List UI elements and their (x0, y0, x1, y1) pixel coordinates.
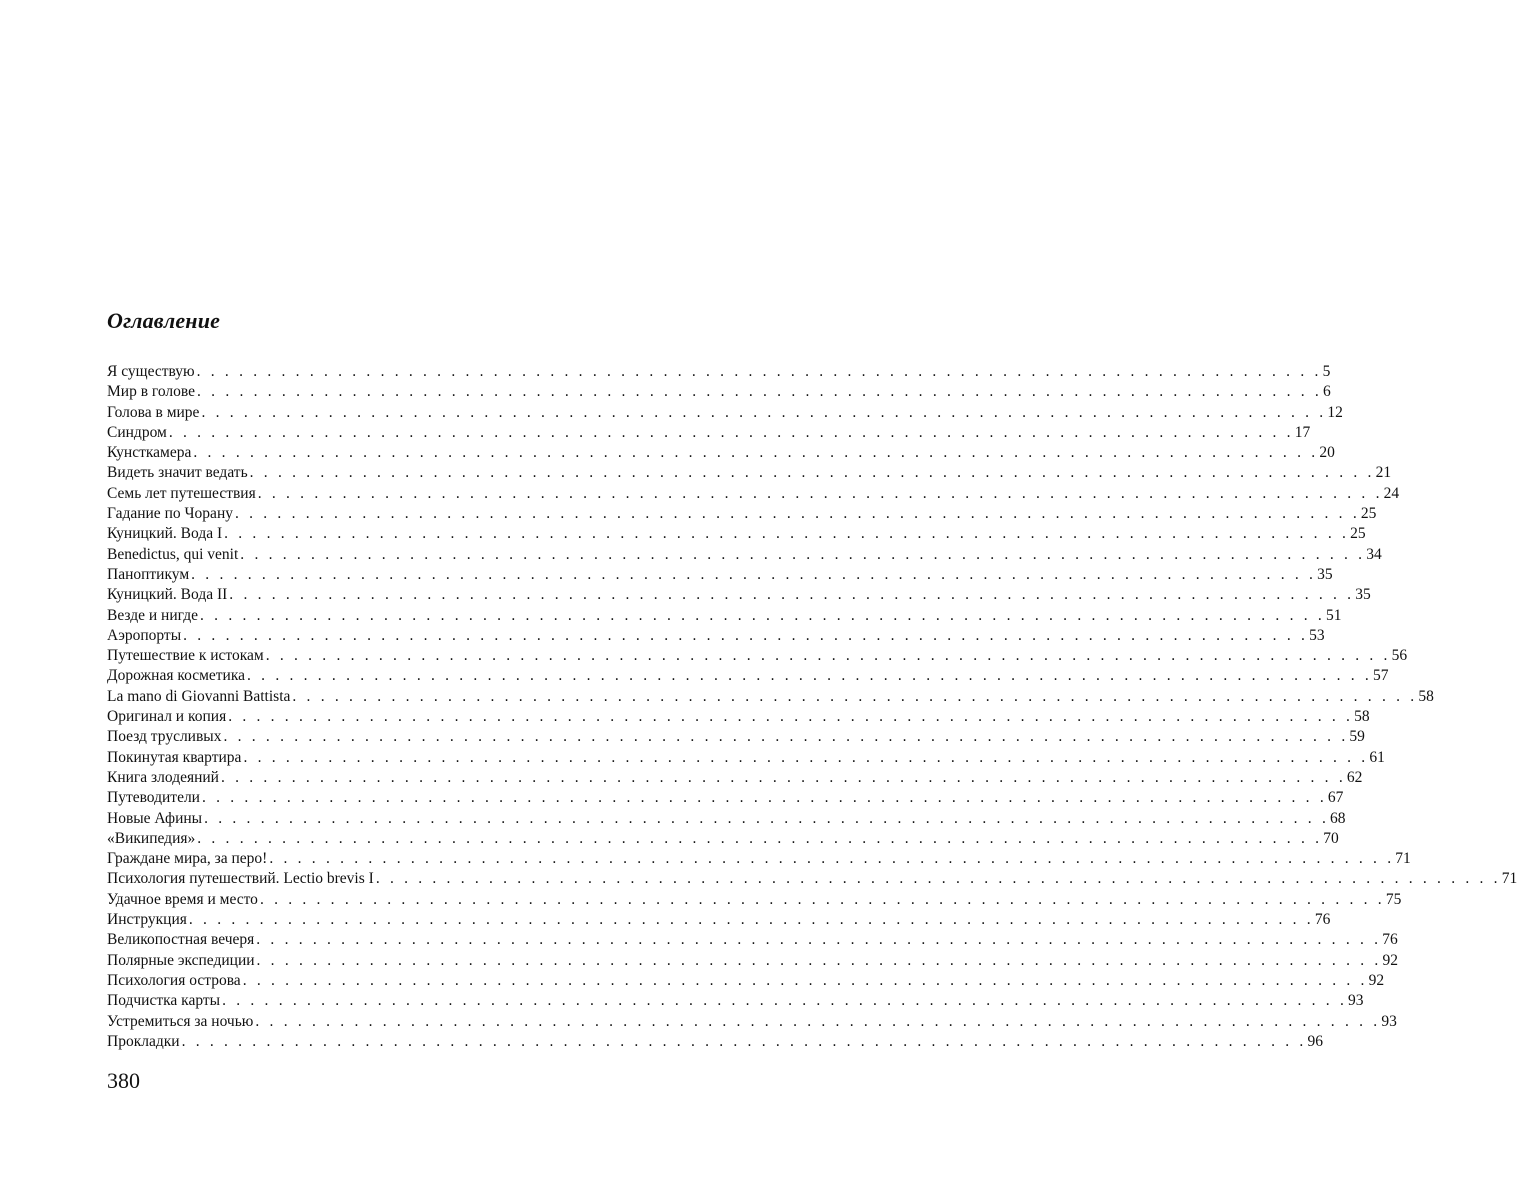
toc-entry (107, 403, 1343, 423)
toc-entry-page: 51 (1325, 606, 1342, 624)
dot-leader: . . . . . . . . . . . . . . . . . . . . . . . . . . . . . . . . . . . . . . . . . . . . . . . . . . . . . . . . . . . . . . . . . . . . . . . . . . . . . . . . (269, 850, 1395, 868)
toc-entry-title: Полярные экспедиции (107, 951, 255, 969)
toc-entry-page: 59 (1349, 728, 1365, 746)
toc-entry-title: Гадание по Чорану (107, 505, 233, 523)
toc-entry (107, 890, 1402, 910)
toc-entry (107, 1012, 1397, 1032)
toc-entry-page: 35 (1317, 565, 1333, 583)
toc-entry-title: Паноптикум (107, 565, 190, 583)
toc-entry (107, 423, 1311, 443)
toc-entry-title: Куницкий. Вода I (107, 525, 223, 543)
dot-leader: . . . . . . . . . . . . . . . . . . . . . . . . . . . . . . . . . . . . . . . . . . . . . . . . . . . . . . . . . . . . . . . . . . . . . . . . . . . . . . . . (243, 748, 1369, 766)
dot-leader: . . . . . . . . . . . . . . . . . . . . . . . . . . . . . . . . . . . . . . . . . . . . . . . . . . . . . . . . . . . . . . . . . . . . . . . . . . . . . . . . (259, 890, 1385, 908)
dot-leader: . . . . . . . . . . . . . . . . . . . . . . . . . . . . . . . . . . . . . . . . . . . . . . . . . . . . . . . . . . . . . . . . . . . . . . . . . . . . . . . . (183, 626, 1309, 644)
toc-entry-title: Голова в мире (107, 403, 200, 421)
dot-leader: . . . . . . . . . . . . . . . . . . . . . . . . . . . . . . . . . . . . . . . . . . . . . . . . . . . . . . . . . . . . . . . . . . . . . . . . . . . . . . . . (201, 789, 1327, 807)
toc-entry-title: Новые Афины (107, 809, 203, 827)
toc-entry-page: 5 (1322, 363, 1331, 380)
toc-entry (107, 545, 1382, 565)
toc-entry-title: Путешествие к истокам (107, 647, 264, 665)
toc-entry-title: Видеть значит ведать (107, 464, 248, 482)
dot-leader: . . . . . . . . . . . . . . . . . . . . . . . . . . . . . . . . . . . . . . . . . . . . . . . . . . . . . . . . . . . . . . . . . . . . . . . . . . . . . . . . (197, 383, 1322, 401)
toc-entry (107, 727, 1365, 747)
toc-entry-title: Книга злодеяний (107, 768, 219, 786)
dot-leader: . . . . . . . . . . . . . . . . . . . . . . . . . . . . . . . . . . . . . . . . . . . . . . . . . . . . . . . . . . . . . . . . . . . . . . . . . . . . . . . . (222, 992, 1348, 1010)
dot-leader: . . . . . . . . . . . . . . . . . . . . . . . . . . . . . . . . . . . . . . . . . . . . . . . . . . . . . . . . . . . . . . . . . . . . . . . . . . . . . . . . (223, 728, 1349, 746)
toc-entry-title: Покинутая квартира (107, 748, 242, 766)
dot-leader: . . . . . . . . . . . . . . . . . . . . . . . . . . . . . . . . . . . . . . . . . . . . . . . . . . . . . . . . . . . . . . . . . . . . . . . . . . . . . . . . (196, 363, 1322, 380)
toc-entry-page: 25 (1360, 505, 1377, 523)
toc-entry-title: «Википедия» (107, 829, 196, 847)
dot-leader: . . . . . . . . . . . . . . . . . . . . . . . . . . . . . . . . . . . . . . . . . . . . . . . . . . . . . . . . . . . . . . . . . . . . . . . . . . . . . . . . (200, 606, 1325, 624)
toc-entry (107, 748, 1385, 768)
dot-leader: . . . . . . . . . . . . . . . . . . . . . . . . . . . . . . . . . . . . . . . . . . . . . . . . . . . . . . . . . . . . . . . . . . . . . . . . . . . . . . . . (204, 809, 1330, 827)
toc-entry-page: 56 (1391, 647, 1408, 665)
toc-entry-title: Аэропорты (107, 626, 182, 644)
dot-leader: . . . . . . . . . . . . . . . . . . . . . . . . . . . . . . . . . . . . . . . . . . . . . . . . . . . . . . . . . . . . . . . . . . . . . . . . . . . . . . . . (228, 708, 1354, 726)
dot-leader: . . . . . . . . . . . . . . . . . . . . . . . . . . . . . . . . . . . . . . . . . . . . . . . . . . . . . . . . . . . . . . . . . . . . . . . . . . . . . . . . (220, 768, 1346, 786)
toc-entry-page: 71 (1501, 870, 1517, 888)
dot-leader: . . . . . . . . . . . . . . . . . . . . . . . . . . . . . . . . . . . . . . . . . . . . . . . . . . . . . . . . . . . . . . . . . . . . . . . . . . . . . . . . (168, 423, 1294, 441)
toc-entry (107, 869, 1517, 889)
toc-entry-page: 34 (1366, 545, 1382, 563)
dot-leader: . . . . . . . . . . . . . . . . . . . . . . . . . . . . . . . . . . . . . . . . . . . . . . . . . . . . . . . . . . . . . . . . . . . . . . . . . . . . . . . . (201, 403, 1327, 421)
toc-entry (107, 707, 1370, 727)
toc-entry (107, 463, 1392, 483)
toc-entry-page: 96 (1307, 1032, 1323, 1050)
toc-entry (107, 768, 1363, 788)
dot-leader: . . . . . . . . . . . . . . . . . . . . . . . . . . . . . . . . . . . . . . . . . . . . . . . . . . . . . . . . . . . . . . . . . . . . . . . . . . . . . . . . (188, 911, 1314, 929)
dot-leader: . . . . . . . . . . . . . . . . . . . . . . . . . . . . . . . . . . . . . . . . . . . . . . . . . . . . . . . . . . . . . . . . . . . . . . . . . . . . . . . . (224, 525, 1350, 543)
toc-entry-title: Оригинал и копия (107, 708, 227, 726)
toc-entry-page: 68 (1330, 809, 1346, 827)
toc-entry (107, 687, 1434, 707)
dot-leader: . . . . . . . . . . . . . . . . . . . . . . . . . . . . . . . . . . . . . . . . . . . . . . . . . . . . . . . . . . . . . . . . . . . . . . . . . . . . . . . . (292, 687, 1418, 705)
toc-entry-title: Путеводители (107, 789, 200, 807)
toc-entry-title: Психология острова (107, 971, 241, 989)
dot-leader: . . . . . . . . . . . . . . . . . . . . . . . . . . . . . . . . . . . . . . . . . . . . . . . . . . . . . . . . . . . . . . . . . . . . . . . . . . . . . . . . (247, 667, 1372, 685)
dot-leader: . . . . . . . . . . . . . . . . . . . . . . . . . . . . . . . . . . . . . . . . . . . . . . . . . . . . . . . . . . . . . . . . . . . . . . . . . . . . . . . . (375, 870, 1501, 888)
toc-entry-title: Психология путешествий. Lectio brevis I (107, 870, 374, 888)
toc-entry-title: Синдром (107, 423, 167, 441)
toc-entry-page: 12 (1327, 403, 1343, 421)
toc-entry-page: 25 (1350, 525, 1366, 543)
toc-entry-title: Подчистка карты (107, 992, 221, 1010)
toc-entry-page: 21 (1375, 464, 1392, 482)
toc-entry-title: Инструкция (107, 911, 187, 929)
dot-leader: . . . . . . . . . . . . . . . . . . . . . . . . . . . . . . . . . . . . . . . . . . . . . . . . . . . . . . . . . . . . . . . . . . . . . . . . . . . . . . . . (240, 545, 1366, 563)
toc-entry-title: Мир в голове (107, 383, 196, 401)
toc-entry-page: 62 (1346, 768, 1363, 786)
toc-entry (107, 626, 1325, 646)
dot-leader: . . . . . . . . . . . . . . . . . . . . . . . . . . . . . . . . . . . . . . . . . . . . . . . . . . . . . . . . . . . . . . . . . . . . . . . . . . . . . . . . (257, 484, 1383, 502)
page-number: 380 (107, 1068, 140, 1093)
toc-heading: Оглавление (107, 308, 221, 333)
toc-entry (107, 829, 1339, 849)
toc-entry-title: Я существую (107, 363, 195, 380)
toc-entry (107, 910, 1331, 930)
dot-leader: . . . . . . . . . . . . . . . . . . . . . . . . . . . . . . . . . . . . . . . . . . . . . . . . . . . . . . . . . . . . . . . . . . . . . . . . . . . . . . . . (191, 565, 1317, 583)
toc-entry-title: Поезд трусливых (107, 728, 222, 746)
toc-entry-title: La mano di Giovanni Battista (107, 687, 291, 705)
toc-entry-page: 70 (1323, 829, 1339, 847)
toc-entry-title: Удачное время и место (107, 890, 258, 908)
dot-leader: . . . . . . . . . . . . . . . . . . . . . . . . . . . . . . . . . . . . . . . . . . . . . . . . . . . . . . . . . . . . . . . . . . . . . . . . . . . . . . . . (229, 586, 1355, 604)
toc-entry-title: Дорожная косметика (107, 667, 246, 685)
toc-entry (107, 504, 1377, 524)
dot-leader: . . . . . . . . . . . . . . . . . . . . . . . . . . . . . . . . . . . . . . . . . . . . . . . . . . . . . . . . . . . . . . . . . . . . . . . . . . . . . . . . (242, 971, 1368, 989)
toc-entry (107, 1032, 1323, 1052)
toc-entry (107, 606, 1342, 626)
toc-entry (107, 362, 1331, 382)
toc-entry (107, 788, 1344, 808)
toc-entry-page: 76 (1382, 931, 1398, 949)
toc-entry-page: 35 (1355, 586, 1371, 604)
toc-entry-page: 93 (1381, 1012, 1397, 1030)
toc-entry (107, 971, 1385, 991)
toc-entry-page: 61 (1369, 748, 1385, 766)
toc-entry-page: 58 (1418, 687, 1434, 705)
toc-entry-page: 92 (1368, 971, 1385, 989)
dot-leader: . . . . . . . . . . . . . . . . . . . . . . . . . . . . . . . . . . . . . . . . . . . . . . . . . . . . . . . . . . . . . . . . . . . . . . . . . . . . . . . . (181, 1032, 1307, 1050)
toc-entry (107, 666, 1389, 686)
toc-entry-page: 57 (1372, 667, 1389, 685)
toc-entry-page: 67 (1327, 789, 1344, 807)
toc-entry (107, 443, 1335, 463)
toc-entry-page: 76 (1314, 911, 1331, 929)
dot-leader: . . . . . . . . . . . . . . . . . . . . . . . . . . . . . . . . . . . . . . . . . . . . . . . . . . . . . . . . . . . . . . . . . . . . . . . . . . . . . . . . (256, 931, 1382, 949)
toc-entry (107, 930, 1398, 950)
toc-entry-title: Кунсткамера (107, 444, 192, 462)
toc-entry-title: Benedictus, qui venit (107, 545, 239, 563)
toc-entry (107, 524, 1366, 544)
toc-entry-page: 17 (1294, 423, 1311, 441)
toc-entry-page: 53 (1309, 626, 1325, 644)
toc-entry-title: Устремиться за ночью (107, 1012, 254, 1030)
toc-entry-title: Прокладки (107, 1032, 180, 1050)
toc-entry-page: 92 (1382, 951, 1398, 969)
dot-leader: . . . . . . . . . . . . . . . . . . . . . . . . . . . . . . . . . . . . . . . . . . . . . . . . . . . . . . . . . . . . . . . . . . . . . . . . . . . . . . . . (256, 951, 1382, 969)
toc-entry-page: 6 (1322, 383, 1331, 401)
toc-entry-title: Семь лет путешествия (107, 484, 256, 502)
toc-entry (107, 849, 1411, 869)
toc-entry-page: 58 (1354, 708, 1370, 726)
toc-entry (107, 484, 1400, 504)
toc-entry-title: Везде и нигде (107, 606, 199, 624)
toc-entry (107, 809, 1346, 829)
toc-entry (107, 646, 1408, 666)
toc-entry (107, 951, 1398, 971)
toc-entry-page: 71 (1395, 850, 1411, 868)
dot-leader: . . . . . . . . . . . . . . . . . . . . . . . . . . . . . . . . . . . . . . . . . . . . . . . . . . . . . . . . . . . . . . . . . . . . . . . . . . . . . . . . (255, 1012, 1381, 1030)
toc-entry-page: 93 (1348, 992, 1364, 1010)
dot-leader: . . . . . . . . . . . . . . . . . . . . . . . . . . . . . . . . . . . . . . . . . . . . . . . . . . . . . . . . . . . . . . . . . . . . . . . . . . . . . . . . (249, 464, 1375, 482)
dot-leader: . . . . . . . . . . . . . . . . . . . . . . . . . . . . . . . . . . . . . . . . . . . . . . . . . . . . . . . . . . . . . . . . . . . . . . . . . . . . . . . . (265, 647, 1391, 665)
toc-entry-page: 75 (1385, 890, 1402, 908)
toc-list (107, 362, 1517, 1052)
toc-entry-title: Куницкий. Вода II (107, 586, 228, 604)
toc-entry (107, 585, 1371, 605)
dot-leader: . . . . . . . . . . . . . . . . . . . . . . . . . . . . . . . . . . . . . . . . . . . . . . . . . . . . . . . . . . . . . . . . . . . . . . . . . . . . . . . . (234, 505, 1360, 523)
toc-entry-page: 24 (1383, 484, 1400, 502)
toc-entry-page: 20 (1319, 444, 1335, 462)
toc-entry (107, 382, 1331, 402)
toc-entry (107, 991, 1364, 1011)
dot-leader: . . . . . . . . . . . . . . . . . . . . . . . . . . . . . . . . . . . . . . . . . . . . . . . . . . . . . . . . . . . . . . . . . . . . . . . . . . . . . . . . (193, 444, 1319, 462)
toc-entry-title: Великопостная вечеря (107, 931, 255, 949)
toc-entry (107, 565, 1333, 585)
dot-leader: . . . . . . . . . . . . . . . . . . . . . . . . . . . . . . . . . . . . . . . . . . . . . . . . . . . . . . . . . . . . . . . . . . . . . . . . . . . . . . . . (197, 829, 1323, 847)
toc-entry-title: Граждане мира, за перо! (107, 850, 268, 868)
